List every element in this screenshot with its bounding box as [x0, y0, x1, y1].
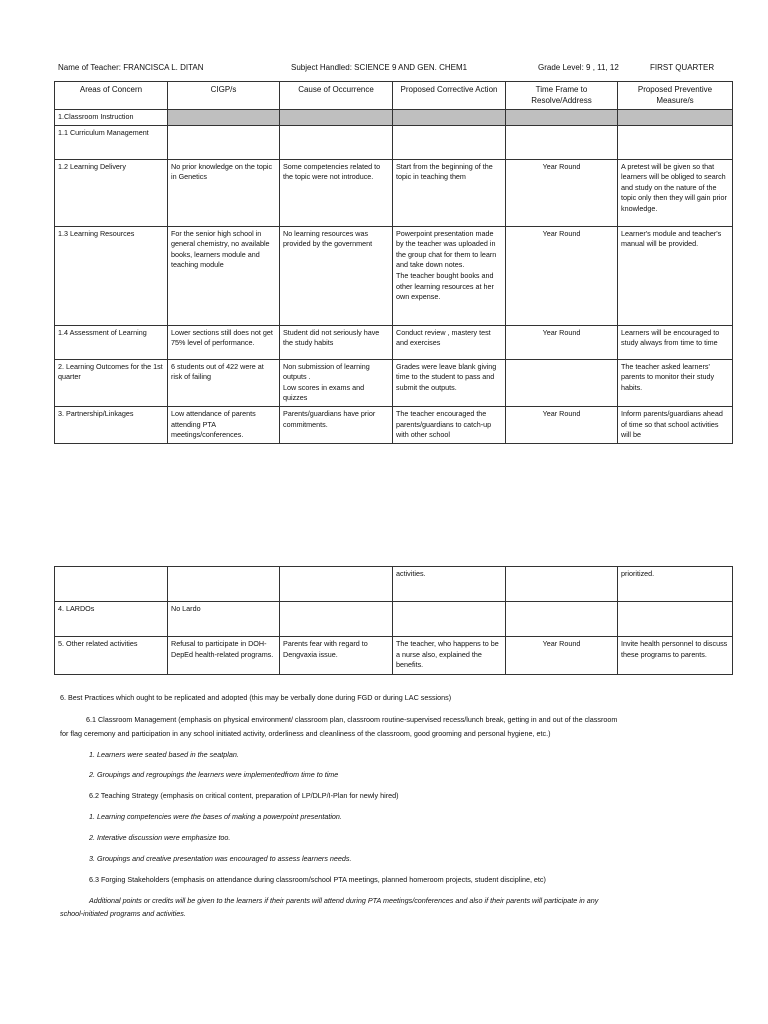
time-cell: Year Round: [506, 159, 618, 226]
table-row: [55, 406, 733, 443]
table-header-row: [55, 82, 733, 110]
area-cell: 1.1 Curriculum Management: [55, 125, 168, 159]
best-practices-title: 6. Best Practices which ought to be replicated and adopted (this may be verbally done during FGD or during LAC sessions): [60, 693, 452, 702]
cause-cell: Parents/guardians have prior commitments.: [280, 406, 393, 443]
col-header: Proposed Corrective Action: [393, 82, 506, 110]
cigp-cell: No Lardo: [168, 602, 280, 637]
area-cell: 1.3 Learning Resources: [55, 226, 168, 325]
action-cell: activities.: [393, 567, 506, 602]
measure-cell: [618, 602, 733, 637]
area-cell: [55, 567, 168, 602]
cigp-cell: Lower sections still does not get 75% level of performance.: [168, 325, 280, 359]
time-cell: [506, 602, 618, 637]
cigp-cell: Low attendance of parents attending PTA meetings/conferences.: [168, 406, 280, 443]
table-row: [55, 637, 733, 675]
cause-cell: No learning resources was provided by the government: [280, 226, 393, 325]
concern-table: [54, 81, 733, 444]
measure-cell: Learner's module and teacher's manual will be provided.: [618, 226, 733, 325]
measure-cell: Learners will be encouraged to study always from time to time: [618, 325, 733, 359]
cigp-cell: No prior knowledge on the topic in Genetics: [168, 159, 280, 226]
area-cell: 1.4 Assessment of Learning: [55, 325, 168, 359]
time-cell: [506, 359, 618, 406]
action-cell: Powerpoint presentation made by the teacher was uploaded in the group chat for them to learn and take down notes. The teacher bought books and other learning resources at her own expense.: [393, 226, 506, 325]
action-cell: Grades were leave blank giving time to the student to pass and submit the outputs.: [393, 359, 506, 406]
area-cell: 4. LARDOs: [55, 602, 168, 637]
subsection-61-line1: 6.1 Classroom Management (emphasis on physical environment/ classroom plan, classroom routine-supervised recess/lunch break, getting in and out of the classroom: [86, 715, 618, 724]
practice-item-line2: school-initiated programs and activities.: [60, 909, 186, 918]
action-cell: Start from the beginning of the topic in teaching them: [393, 159, 506, 226]
col-header: Areas of Concern: [55, 82, 168, 110]
section-row: [55, 110, 733, 126]
time-cell: [506, 567, 618, 602]
area-cell: 5. Other related activities: [55, 637, 168, 675]
quarter-label: FIRST QUARTER: [650, 63, 715, 72]
cause-cell: Non submission of learning outputs . Low scores in exams and quizzes: [280, 359, 393, 406]
table-row: [55, 159, 733, 226]
table-row: [55, 602, 733, 637]
practice-item-line1: Additional points or credits will be given to the learners if their parents will attend during PTA meetings/conferences and also if their parents will participate in any: [89, 896, 599, 905]
practice-item: 3. Groupings and creative presentation was encouraged to assess learners needs.: [89, 854, 352, 863]
col-header: Proposed Preventive Measure/s: [618, 82, 733, 110]
practice-item: 2. Interative discussion were emphasize too.: [89, 833, 231, 842]
practice-item: 1. Learners were seated based in the seatplan.: [89, 750, 239, 759]
subject-handled: Subject Handled: SCIENCE 9 AND GEN. CHEM1: [291, 63, 468, 72]
measure-cell: Invite health personnel to discuss these programs to parents.: [618, 637, 733, 675]
cause-cell: Student did not seriously have the study habits: [280, 325, 393, 359]
cigp-cell: For the senior high school in general chemistry, no available books, learners module and teaching module: [168, 226, 280, 325]
action-cell: [393, 125, 506, 159]
area-cell: 3. Partnership/Linkages: [55, 406, 168, 443]
cause-cell: [280, 125, 393, 159]
time-cell: Year Round: [506, 226, 618, 325]
concern-table-continued: [54, 566, 733, 675]
time-cell: Year Round: [506, 406, 618, 443]
action-cell: Conduct review , mastery test and exercises: [393, 325, 506, 359]
action-cell: [393, 602, 506, 637]
cause-cell: [280, 602, 393, 637]
subsection-61-line2: for flag ceremony and participation in any school initiated activity, orderliness and cleanliness of the classroom, good grooming and personal hygiene, etc.): [60, 729, 551, 738]
time-cell: Year Round: [506, 637, 618, 675]
table-row: [55, 567, 733, 602]
cigp-cell: [168, 567, 280, 602]
col-header: Cause of Occurrence: [280, 82, 393, 110]
measure-cell: prioritized.: [618, 567, 733, 602]
cause-cell: [280, 567, 393, 602]
area-cell: 2. Learning Outcomes for the 1st quarter: [55, 359, 168, 406]
action-cell: The teacher, who happens to be a nurse also, explained the benefits.: [393, 637, 506, 675]
practice-item: 2. Groupings and regroupings the learners were implementedfrom time to time: [89, 770, 339, 779]
cigp-cell: 6 students out of 422 were at risk of failing: [168, 359, 280, 406]
time-cell: Year Round: [506, 325, 618, 359]
measure-cell: A pretest will be given so that learners will be obliged to search and study on the nature of the topic only then they will gain prior knowledge.: [618, 159, 733, 226]
practice-item: 1. Learning competencies were the bases of making a powerpoint presentation.: [89, 812, 342, 821]
measure-cell: [618, 125, 733, 159]
measure-cell: The teacher asked learners' parents to monitor their study habits.: [618, 359, 733, 406]
table-row: [55, 359, 733, 406]
cigp-cell: Refusal to participate in DOH-DepEd health-related programs.: [168, 637, 280, 675]
subsection-62: 6.2 Teaching Strategy (emphasis on critical content, preparation of LP/DLP/I-Plan for newly hired): [89, 791, 399, 800]
header-line: [58, 63, 738, 75]
table-row: [55, 125, 733, 159]
cause-cell: Parents fear with regard to Dengvaxia issue.: [280, 637, 393, 675]
time-cell: [506, 125, 618, 159]
table-row: [55, 325, 733, 359]
table-row: [55, 226, 733, 325]
measure-cell: Inform parents/guardians ahead of time so that school activities will be: [618, 406, 733, 443]
col-header: Time Frame to Resolve/Address: [506, 82, 618, 110]
section-label: 1.Classroom Instruction: [55, 110, 168, 126]
grade-level: Grade Level: 9 , 11, 12: [538, 63, 619, 72]
area-cell: 1.2 Learning Delivery: [55, 159, 168, 226]
teacher-name: Name of Teacher: FRANCISCA L. DITAN: [58, 63, 204, 72]
cause-cell: Some competencies related to the topic were not introduce.: [280, 159, 393, 226]
cigp-cell: [168, 125, 280, 159]
action-cell: The teacher encouraged the parents/guardians to catch-up with other school: [393, 406, 506, 443]
subsection-63: 6.3 Forging Stakeholders (emphasis on attendance during classroom/school PTA meetings, planned homeroom projects, student discipline, etc): [89, 875, 546, 884]
col-header: CIGP/s: [168, 82, 280, 110]
